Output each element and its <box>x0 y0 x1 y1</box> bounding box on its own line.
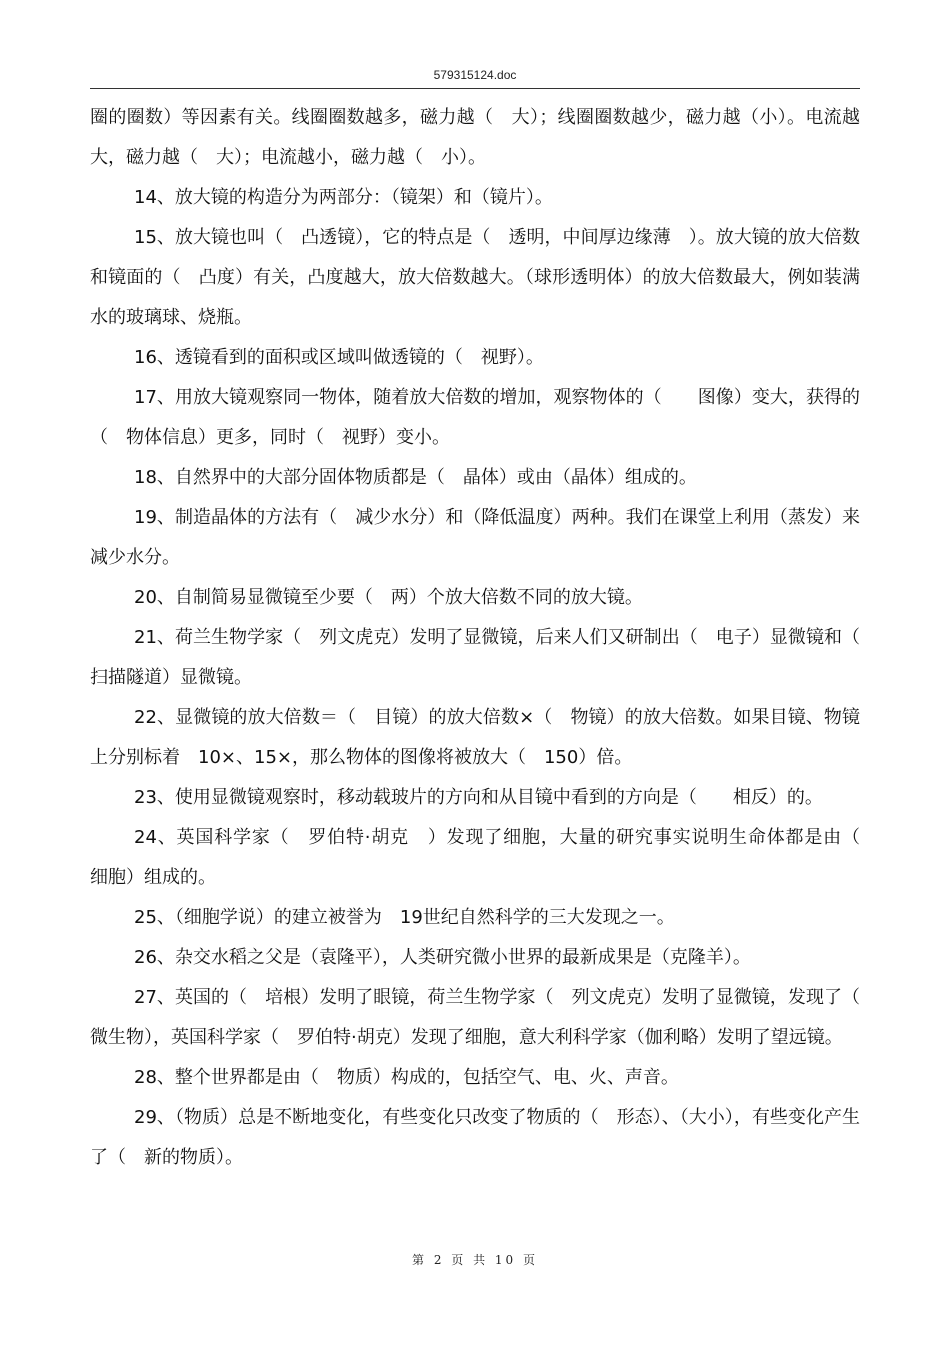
header-divider <box>90 88 860 89</box>
document-filename: 579315124.doc <box>433 68 517 82</box>
paragraph-item-16: 16、透镜看到的面积或区域叫做透镜的（ 视野）。 <box>134 347 544 368</box>
paragraph-item-17: 17、用放大镜观察同一物体，随着放大倍数的增加，观察物体的（ 图像）变大，获得的（ 物体信息）更多，同时（ 视野）变小。 <box>90 387 860 448</box>
paragraph-item-27: 27、英国的（ 培根）发明了眼镜，荷兰生物学家（ 列文虎克）发明了显微镜，发现了（ 微生物），英国科学家（ 罗伯特·胡克）发现了细胞，意大利科学家（伽利略）发明了望远镜。 <box>90 987 878 1048</box>
paragraph-item-29: 29、（物质）总是不断地变化，有些变化只改变了物质的（ 形态）、（大小），有些变化产生了（ 新的物质）。 <box>90 1107 860 1168</box>
document-body <box>90 98 878 1178</box>
paragraph-item-28: 28、整个世界都是由（ 物质）构成的，包括空气、电、火、声音。 <box>134 1067 679 1088</box>
paragraph-item-25: 25、（细胞学说）的建立被誉为 19世纪自然科学的三大发现之一。 <box>134 907 675 928</box>
paragraph-item-14: 14、放大镜的构造分为两部分：（镜架）和（镜片）。 <box>134 187 553 208</box>
page-number: 第 2 页 共 10 页 <box>412 1253 538 1267</box>
paragraph-item-20: 20、自制简易显微镜至少要（ 两）个放大倍数不同的放大镜。 <box>134 587 643 608</box>
paragraph-item-24: 24、英国科学家（ 罗伯特·胡克 ）发现了细胞，大量的研究事实说明生命体都是由（ 细胞）组成的。 <box>90 827 878 888</box>
paragraph-continuation: 圈的圈数）等因素有关。线圈圈数越多，磁力越（ 大）；线圈圈数越少，磁力越（小）。电流越大，磁力越（ 大）；电流越小，磁力越（ 小）。 <box>90 107 860 168</box>
paragraph-item-26: 26、杂交水稻之父是（袁隆平），人类研究微小世界的最新成果是（克隆羊）。 <box>134 947 751 968</box>
paragraph-item-19: 19、制造晶体的方法有（ 减少水分）和（降低温度）两种。我们在课堂上利用（蒸发）来减少水分。 <box>90 507 860 568</box>
paragraph-item-21: 21、荷兰生物学家（ 列文虎克）发明了显微镜，后来人们又研制出（ 电子）显微镜和（ 扫描隧道）显微镜。 <box>90 627 878 688</box>
paragraph-item-23: 23、使用显微镜观察时，移动载玻片的方向和从目镜中看到的方向是（ 相反）的。 <box>134 787 823 808</box>
paragraph-item-15: 15、放大镜也叫（ 凸透镜），它的特点是（ 透明，中间厚边缘薄 ）。放大镜的放大倍数和镜面的（ 凸度）有关，凸度越大，放大倍数越大。（球形透明体）的放大倍数最大，例如装满水的玻璃球、烧瓶。 <box>90 227 860 328</box>
paragraph-item-22: 22、显微镜的放大倍数＝（ 目镜）的放大倍数×（ 物镜）的放大倍数。如果目镜、物镜上分别标着 10×、15×，那么物体的图像将被放大（ 150）倍。 <box>90 707 860 768</box>
paragraph-item-18: 18、自然界中的大部分固体物质都是（ 晶体）或由（晶体）组成的。 <box>134 467 697 488</box>
